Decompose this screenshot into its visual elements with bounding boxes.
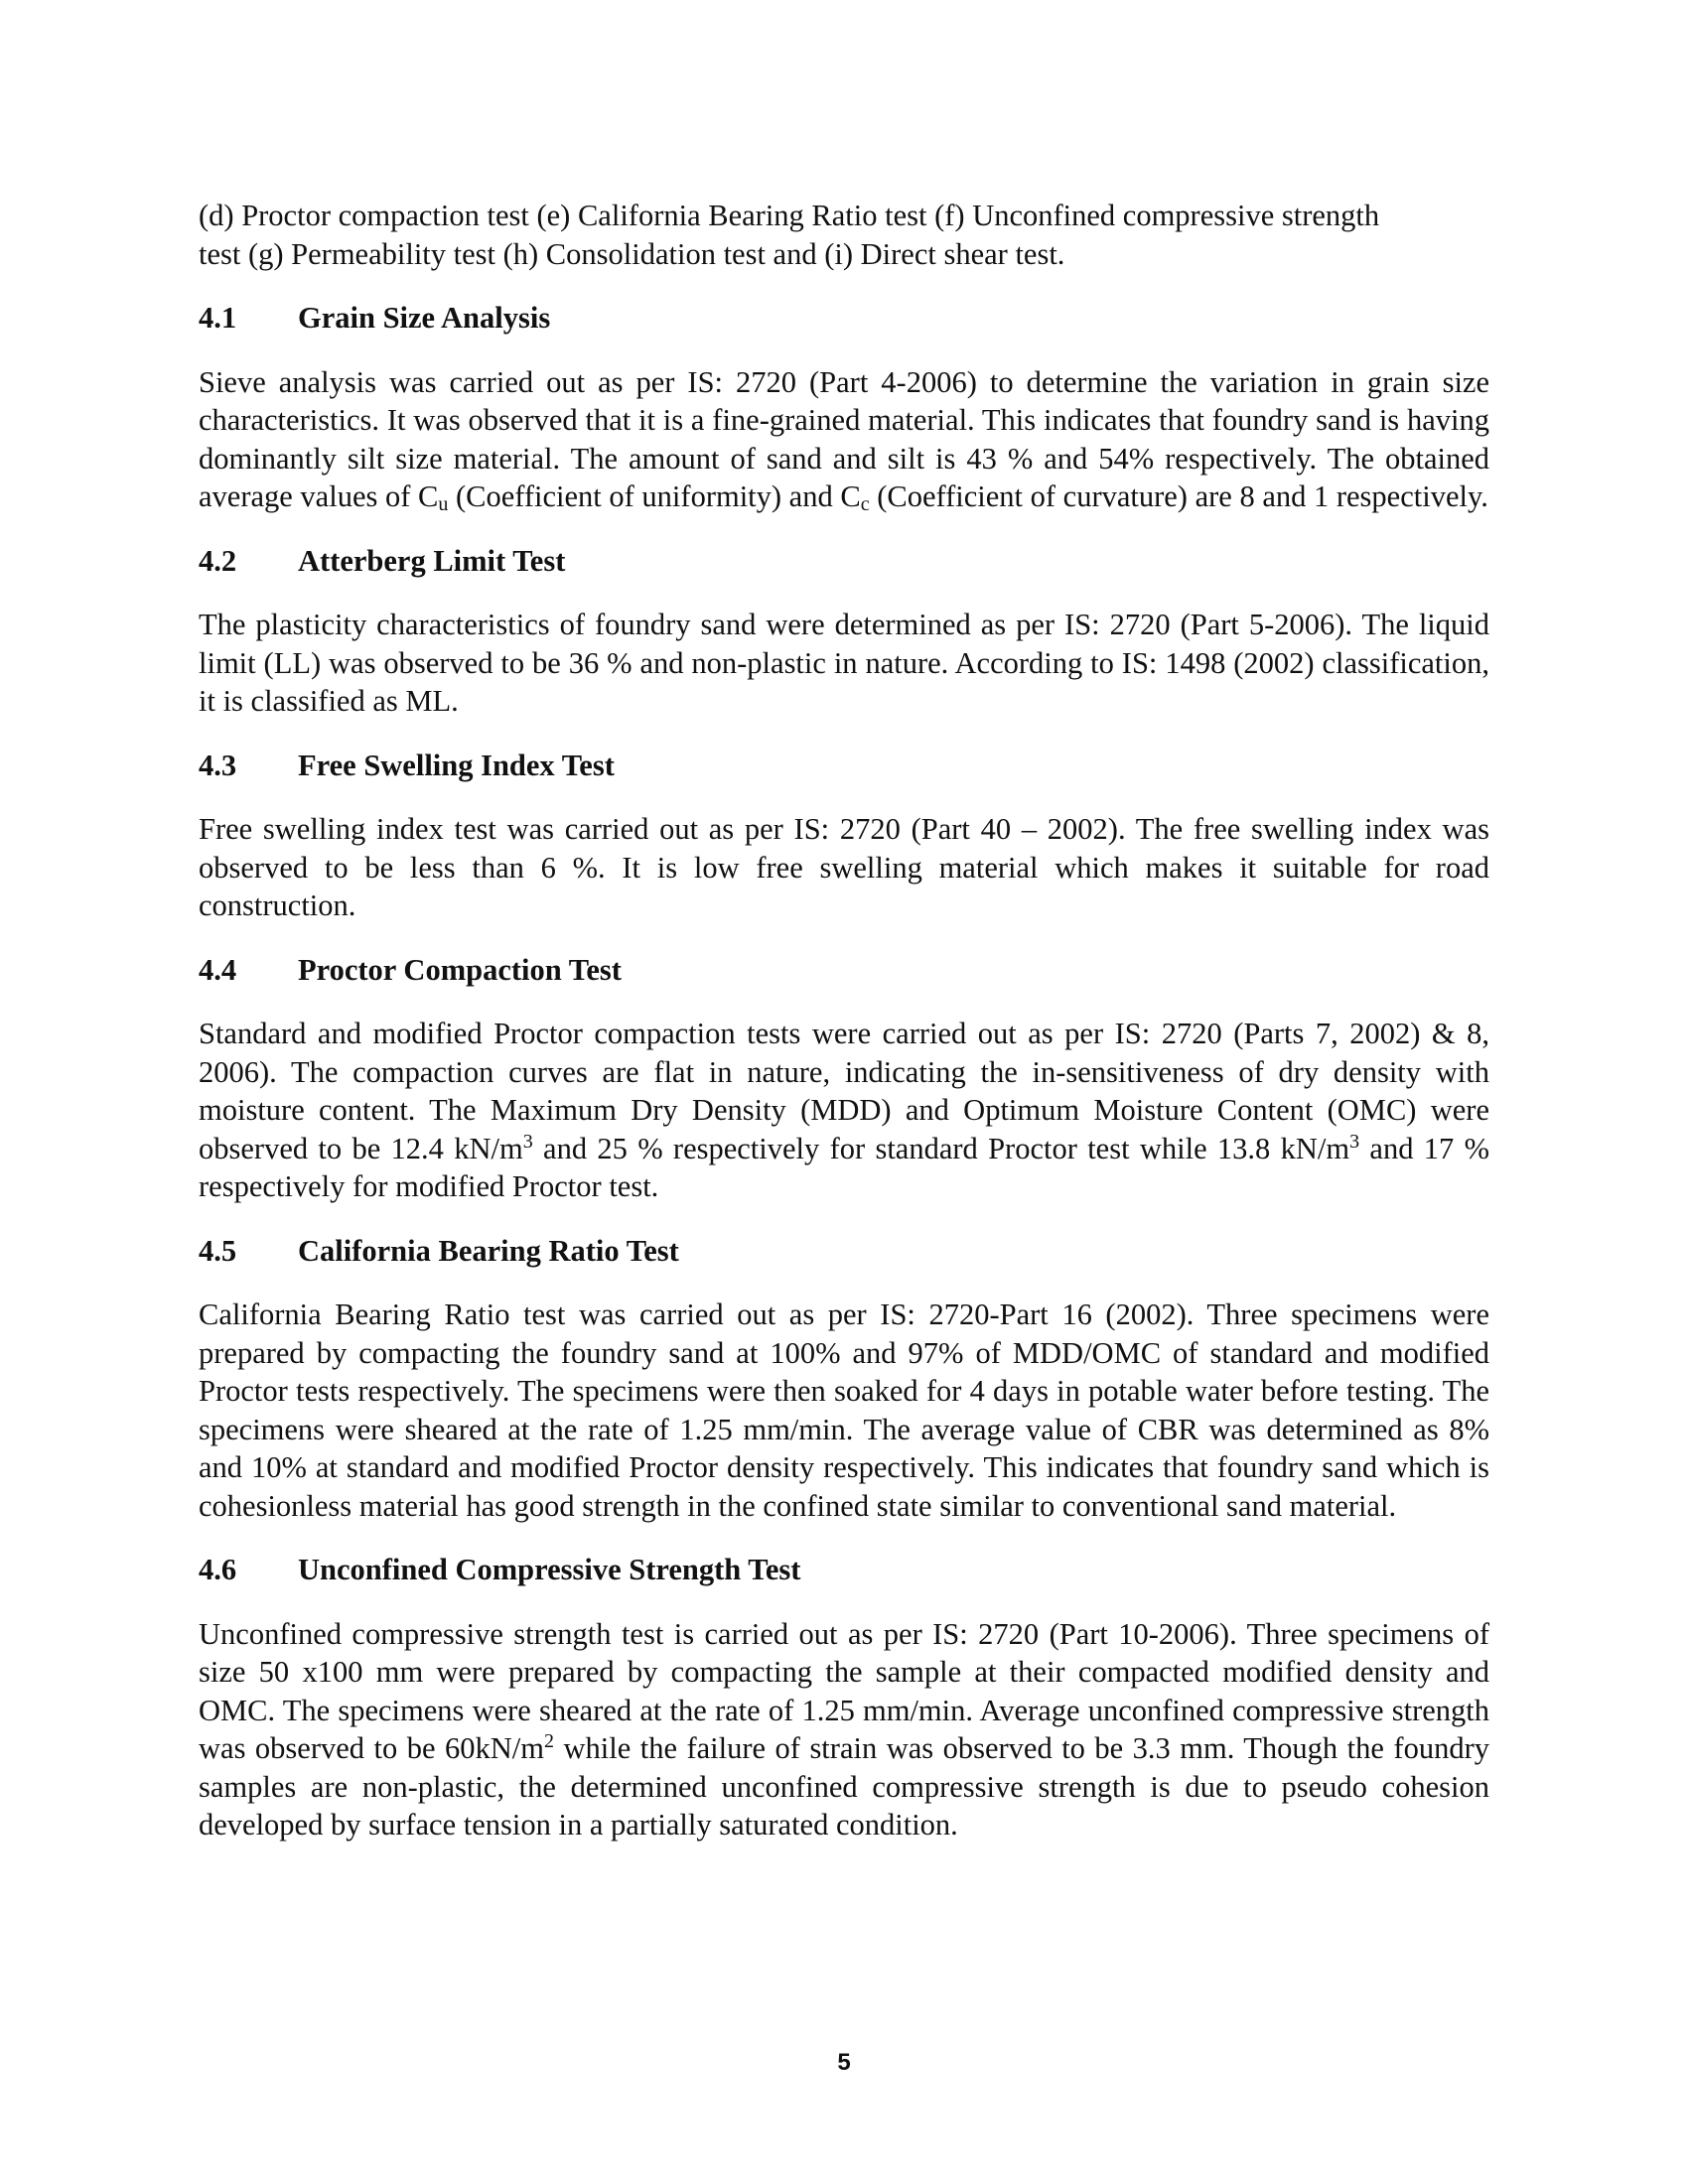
section-heading-4-5 xyxy=(199,1232,1489,1271)
paragraph-text: Standard and modified Proctor compaction tests were carried out as per IS: 2720 (Parts 7, 2002) & 8, 2006). The compaction curves are flat in nature, indicating the in-sensitiveness of dry density with moisture content. The Maximum Dry Density (MDD) and Optimum Moisture Content (OMC) were observed to be 12.4 kN/m xyxy=(199,1017,1489,1165)
paragraph-text: and 17 % respectively for modified Proctor test. xyxy=(199,1131,1489,1203)
superscript: 3 xyxy=(522,1130,533,1153)
section-title: Atterberg Limit Test xyxy=(298,543,566,578)
subscript-u: u xyxy=(438,493,449,515)
section-number: 4.3 xyxy=(199,748,237,782)
section-paragraph-4-3: Free swelling index test was carried out as per IS: 2720 (Part 40 – 2002). The free swelling index was observed to be less than 6 %. It is low free swelling material which makes it suitable for road construction. xyxy=(199,812,1489,922)
paragraph-text: (Coefficient of curvature) are 8 and 1 respectively. xyxy=(869,479,1488,513)
intro-paragraph xyxy=(199,197,1489,273)
paragraph-text: while the failure of strain was observed to be 3.3 mm. Though the foundry samples are non-plastic, the determined unconfined compressive strength is due to pseudo cohesion developed by surface tension in a partially saturated condition. xyxy=(199,1731,1489,1842)
intro-line: (d) Proctor compaction test (e) California Bearing Ratio test (f) Unconfined compressive strength xyxy=(199,199,1380,232)
subscript-c: c xyxy=(860,493,870,515)
section-heading-4-4 xyxy=(199,951,1489,990)
page-content xyxy=(199,197,1489,1844)
section-heading-4-3 xyxy=(199,747,1489,785)
section-number: 4.1 xyxy=(199,301,237,335)
page-number: 5 xyxy=(837,2049,851,2076)
section-title: Proctor Compaction Test xyxy=(298,952,622,987)
intro-line: test (g) Permeability test (h) Consolidation test and (i) Direct shear test. xyxy=(199,236,1065,271)
section-title: Grain Size Analysis xyxy=(298,301,551,335)
section-paragraph-4-1 xyxy=(199,363,1489,516)
section-paragraph-4-2: The plasticity characteristics of foundry sand were determined as per IS: 2720 (Part 5-2006). The liquid limit (LL) was observed to be 36 % and non-plastic in nature. According to IS: 1498 (2002) classification, it is classified as ML. xyxy=(199,608,1489,718)
superscript: 3 xyxy=(1349,1130,1360,1153)
section-title: California Bearing Ratio Test xyxy=(298,1233,679,1268)
section-paragraph-4-4 xyxy=(199,1015,1489,1206)
section-title: Free Swelling Index Test xyxy=(298,748,615,782)
section-heading-4-2 xyxy=(199,542,1489,581)
section-title: Unconfined Compressive Strength Test xyxy=(298,1553,801,1586)
section-heading-4-1 xyxy=(199,299,1489,338)
section-paragraph-4-5: California Bearing Ratio test was carried out as per IS: 2720-Part 16 (2002). Three specimens were prepared by compacting the foundry sand at 100% and 97% of MDD/OMC of standard and modified Proctor tests respectively. The specimens were then soaked for 4 days in potable water before testing. The specimens were sheared at the rate of 1.25 mm/min. The average value of CBR was determined as 8% and 10% at standard and modified Proctor density respectively. This indicates that foundry sand which is cohesionless material has good strength in the confined state similar to conventional sand material. xyxy=(199,1297,1489,1523)
section-number: 4.4 xyxy=(199,952,237,987)
section-number: 4.5 xyxy=(199,1233,237,1268)
superscript: 2 xyxy=(543,1730,554,1752)
section-number: 4.6 xyxy=(199,1553,237,1586)
paragraph-text: Unconfined compressive strength test is carried out as per IS: 2720 (Part 10-2006). Three specimens of size 50 x100 mm were prepared by compacting the sample at their compacted modified density and OMC. The specimens were sheared at the rate of 1.25 mm/min. Average unconfined compressive strength was observed to be 60kN/m xyxy=(199,1616,1489,1765)
section-heading-4-6 xyxy=(199,1551,1489,1589)
paragraph-text: (Coefficient of uniformity) and C xyxy=(448,479,861,513)
paragraph-text: and 25 % respectively for standard Proctor test while 13.8 kN/m xyxy=(532,1131,1350,1165)
paragraph-text: Sieve analysis was carried out as per IS: 2720 (Part 4-2006) to determine the variation in grain size characteristics. It was observed that it is a fine-grained material. This indicates that foundry sand is having dominantly silt size material. The amount of sand and silt is 43 % and 54% respectively. The obtained average values of C xyxy=(199,364,1489,513)
section-paragraph-4-6 xyxy=(199,1615,1489,1844)
section-number: 4.2 xyxy=(199,543,237,578)
